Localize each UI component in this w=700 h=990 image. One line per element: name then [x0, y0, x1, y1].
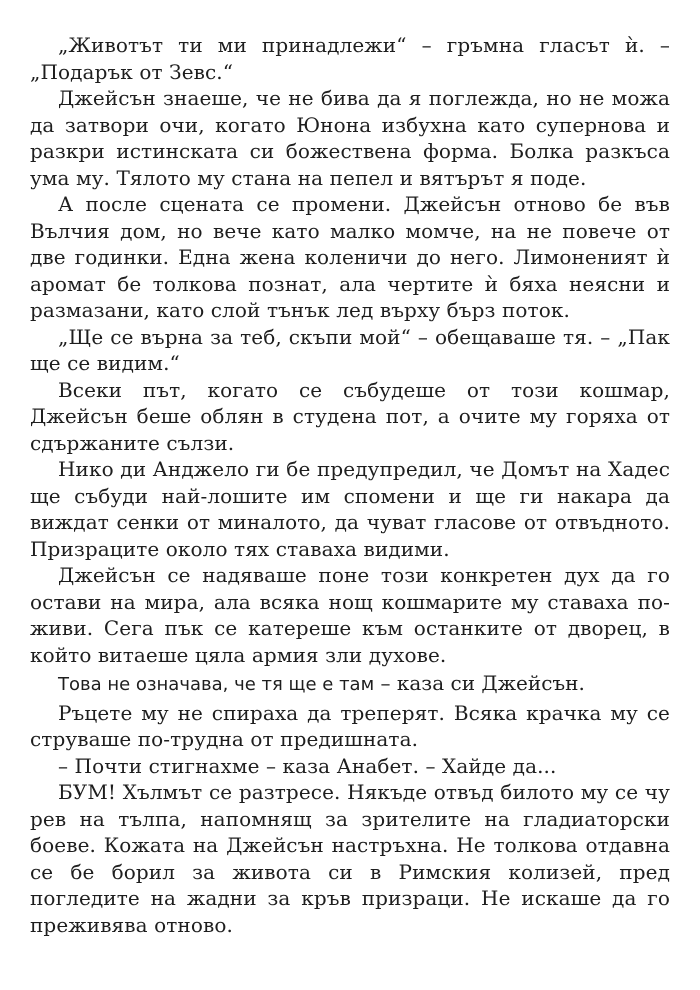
paragraph: Джейсън знаеше, че не бива да я поглежда, но не можа да затвори очи, когато Юнона избухна като супернова и разкри истинската си божествена форма. Болка разкъса ума му. Тялото му стана на пепел и вятърът я поде. — [30, 86, 670, 190]
paragraph: А после сцената се промени. Джейсън отново бе във Вълчия дом, но вече като малко момче, на не повече от две годинки. Една жена коленичи до него. Лимоненият ѝ аромат бе толкова познат, ала чертите ѝ бяха неясни и размазани, като слой тънък лед върху бърз поток. — [30, 192, 670, 322]
paragraph: „Ще се върна за теб, скъпи мой“ – обещаваше тя. – „Пак ще се видим.“ — [30, 324, 670, 375]
thought-attribution: – каза си Джейсън. — [374, 671, 585, 695]
thought-paragraph — [30, 670, 670, 699]
paragraph: Ръцете му не спираха да треперят. Всяка крачка му се струваше по-трудна от предишната. — [30, 700, 670, 751]
paragraph: „Животът ти ми принадлежи“ – гръмна гласът ѝ. – „Подарък от Зевс.“ — [30, 33, 670, 84]
paragraph: – Почти стигнахме – каза Анабет. – Хайде да... — [58, 753, 557, 778]
paragraph: Всеки път, когато се събудеше от този кошмар, Джейсън беше облян в студена пот, а очите му горяха от сдържаните сълзи. — [30, 377, 670, 455]
paragraph: Нико ди Анджело ги бе предупредил, че Домът на Хадес ще събуди най-лошите им спомени и ще ги накара да виждат сенки от миналото, да чуват гласове от отвъдното. Призраците около тях ставаха видими. — [30, 457, 670, 561]
paragraph: БУМ! Хълмът се разтресе. Някъде отвъд билото му се чу рев на тълпа, напомнящ за зрителите на гладиаторски боеве. Кожата на Джейсън настръхна. Не толкова отдавна се бе борил за живота си в Римския колизей, пред погледите на жадни за кръв призраци. Не искаше да го преживява отново. — [30, 780, 670, 937]
inner-thought: Това не означава, че тя ще е там — [58, 674, 375, 695]
paragraph: Джейсън се надяваше поне този конкретен дух да го остави на мира, ала всяка нощ кошмарите му ставаха по-живи. Сега пък се катереше към останките от дворец, в който витаеше цяла армия зли духове. — [30, 563, 670, 667]
